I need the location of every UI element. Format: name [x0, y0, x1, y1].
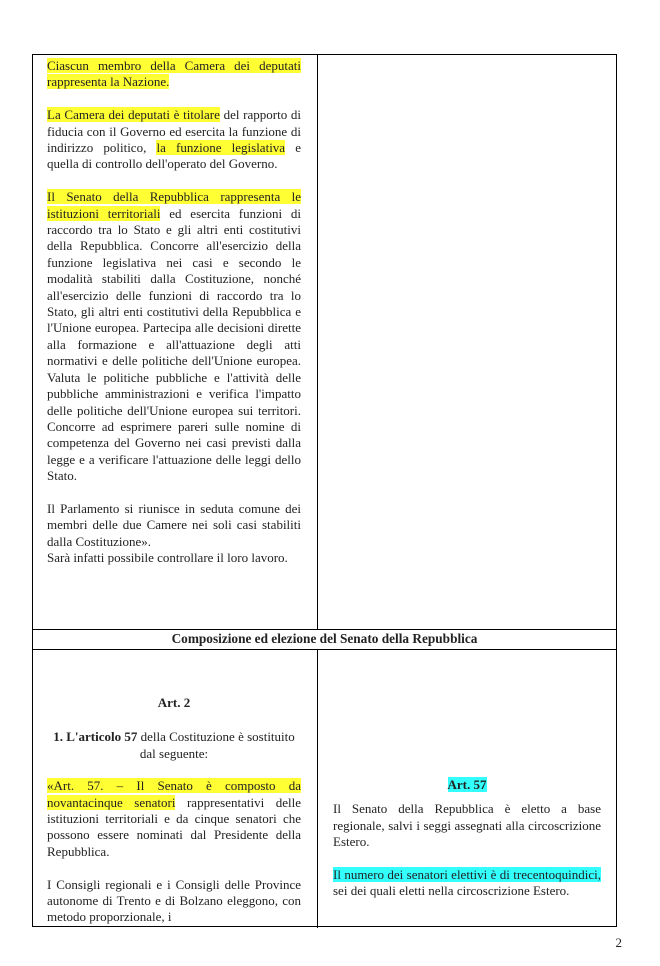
section-divider-bottom [33, 649, 616, 650]
column-divider-top [317, 55, 318, 629]
paragraph-base-regionale: Il Senato della Repubblica è eletto a base regionale, salvi i seggi assegnati alla circoscrizione Estero. [333, 801, 601, 850]
body-text: ed esercita funzioni di raccordo tra lo Stato e gli altri enti costitutivi della Repubblica. Concorre all'esercizio della funzione legislativa nei casi e secondo le modalità stabiliti dalla Costituzione, nonché all'esercizio delle funzioni di raccordo tra lo Stato, gli altri enti costitutivi della Repubblica e l'Unione europea. Partecipa alle decisioni dirette alla formazione e all'attuazione degli atti normativi e delle politiche dell'Unione europea. Valuta le politiche pubbliche e l'attività delle pubbliche amministrazioni e verifica l'impatto delle politiche dell'Unione europea sui territori. Concorre ad esprimere pareri sulle nomine di competenza del Governo nei casi previsti dalla legge e a verificare l'attuazione delle leggi dello Stato. [47, 205, 301, 484]
column-divider-bottom [317, 649, 318, 928]
highlight-text: Il Senato della Repubblica rappresenta le istituzioni territoriali [47, 189, 301, 221]
paragraph-consigli-regionali: I Consigli regionali e i Consigli delle Province autonome di Trento e di Bolzano eleggono, con metodo proporzionale, i [47, 876, 301, 925]
section-title: Composizione ed elezione del Senato della Repubblica [171, 631, 478, 646]
paragraph-numero-senatori [333, 867, 601, 900]
bottom-left-cell [47, 695, 301, 926]
body-text: e quella di controllo dell'operato del Governo. [47, 140, 301, 172]
highlight-text: Ciascun membro della Camera dei deputati rappresenta la Nazione. [47, 58, 301, 90]
top-left-cell [47, 58, 301, 567]
article-heading: Art. 2 [157, 695, 191, 710]
paragraph-camera-fiducia [47, 107, 301, 173]
paragraph-art57-composizione [47, 778, 301, 860]
paragraph-camera-rappresenta [47, 58, 301, 91]
page-number: 2 [615, 935, 622, 950]
paragraph-controllo: Sarà infatti possibile controllare il loro lavoro. [47, 550, 288, 566]
highlight-text: La Camera dei deputati è titolare [47, 107, 220, 123]
body-text: rappresentativi delle istituzioni territoriali e da cinque senatori che possono essere nominati dal Presidente della Repubblica. [47, 794, 301, 859]
comparison-table [32, 54, 617, 927]
highlight-text: Il numero dei senatori elettivi è di trecentoquindici, [333, 867, 601, 883]
article-intro [47, 729, 301, 762]
paragraph-parlamento: Il Parlamento si riunisce in seduta comune dei membri delle due Camere nei soli casi stabiliti dalla Costituzione». [47, 500, 301, 549]
body-text: del rapporto di fiducia con il Governo ed esercita la funzione di indirizzo politico, [47, 107, 301, 156]
intro-text: della Costituzione è sostituito dal seguente: [137, 729, 295, 761]
highlight-text: «Art. 57. – Il Senato è composto da novantacinque senatori [47, 778, 301, 810]
highlight-text: Art. 57 [447, 777, 487, 792]
intro-bold: 1. L'articolo 57 [53, 729, 138, 745]
highlight-text: la funzione legislativa [156, 140, 286, 156]
paragraph-senato-funzioni [47, 189, 301, 484]
body-text: sei dei quali eletti nella circoscrizione Estero. [333, 883, 570, 899]
article-heading-current [333, 777, 601, 793]
bottom-right-cell [333, 777, 601, 900]
